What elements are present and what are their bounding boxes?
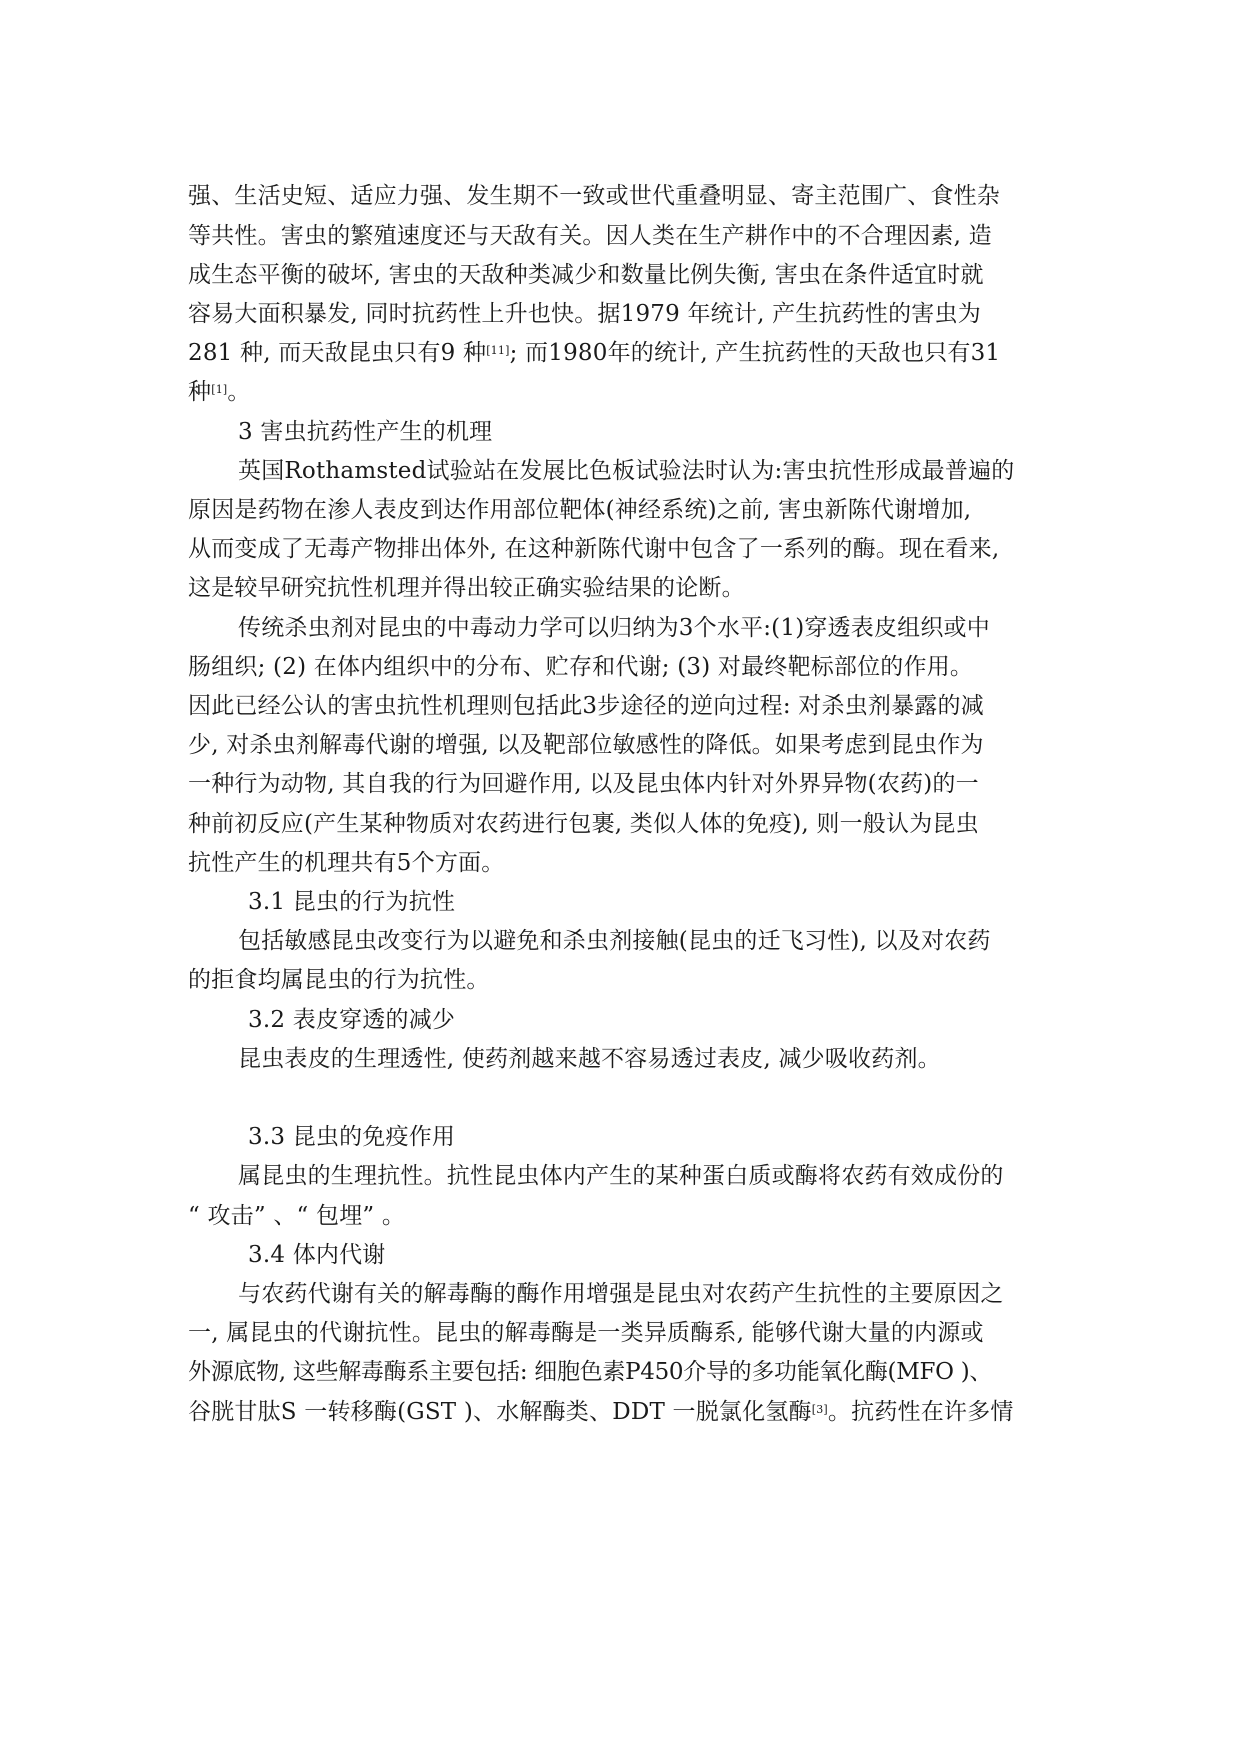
- subsection-heading: 3.4 体内代谢: [248, 1242, 386, 1268]
- paragraph-line: 成生态平衡的破坏, 害虫的天敌种类减少和数量比例失衡, 害虫在条件适宜时就: [188, 262, 984, 288]
- paragraph-line: 原因是药物在渗人表皮到达作用部位靶体(神经系统)之前, 害虫新陈代谢增加,: [188, 497, 972, 523]
- paragraph-line: 传统杀虫剂对昆虫的中毒动力学可以归纳为3个水平:(1)穿透表皮组织或中: [238, 615, 990, 641]
- section-heading: 3 害虫抗药性产生的机理: [238, 419, 493, 445]
- paragraph-line: 的拒食均属昆虫的行为抗性。: [188, 967, 490, 993]
- paragraph-line: 一种行为动物, 其自我的行为回避作用, 以及昆虫体内针对外界异物(农药)的一: [188, 771, 979, 797]
- paragraph-line: 少, 对杀虫剂解毒代谢的增强, 以及靶部位敏感性的降低。如果考虑到昆虫作为: [188, 732, 984, 758]
- paragraph-line: 英国Rothamsted试验站在发展比色板试验法时认为:害虫抗性形成最普遍的: [238, 458, 1015, 484]
- paragraph-line: [188, 1397, 1014, 1427]
- paragraph-line: “ 攻击” 、“ 包埋” 。: [188, 1203, 406, 1229]
- line-text: 281 种, 而天敌昆虫只有9 种: [188, 340, 487, 366]
- paragraph-line: 一, 属昆虫的代谢抗性。昆虫的解毒酶是一类异质酶系, 能够代谢大量的内源或: [188, 1320, 984, 1346]
- paragraph-line: 昆虫表皮的生理透性, 使药剂越来越不容易透过表皮, 减少吸收药剂。: [238, 1046, 941, 1072]
- paragraph-line: 种前初反应(产生某种物质对农药进行包裹, 类似人体的免疫), 则一般认为昆虫: [188, 811, 979, 837]
- citation-ref: [11]: [486, 344, 510, 357]
- subsection-heading: 3.1 昆虫的行为抗性: [248, 889, 456, 915]
- paragraph-line: 属昆虫的生理抗性。抗性昆虫体内产生的某种蛋白质或酶将农药有效成份的: [238, 1163, 1004, 1189]
- paragraph-line: 肠组织; (2) 在体内组织中的分布、贮存和代谢; (3) 对最终靶标部位的作用。: [188, 654, 974, 680]
- paragraph-line: 与农药代谢有关的解毒酶的酶作用增强是昆虫对农药产生抗性的主要原因之: [238, 1281, 1004, 1307]
- line-text: ; 而1980年的统计, 产生抗药性的天敌也只有31: [509, 340, 1001, 366]
- line-text: 谷胱甘肽S 一转移酶(GST )、水解酶类、DDT 一脱氯化氢酶: [188, 1399, 812, 1425]
- paragraph-line: 等共性。害虫的繁殖速度还与天敌有关。因人类在生产耕作中的不合理因素, 造: [188, 223, 992, 249]
- paragraph-line: 从而变成了无毒产物排出体外, 在这种新陈代谢中包含了一系列的酶。现在看来,: [188, 536, 1000, 562]
- paragraph-line: [188, 338, 1000, 368]
- paragraph-line: 强、生活史短、适应力强、发生期不一致或世代重叠明显、寄主范围广、食性杂: [188, 183, 1000, 209]
- line-text: 。: [227, 379, 251, 405]
- paragraph-line: 抗性产生的机理共有5个方面。: [188, 850, 505, 876]
- paragraph-line: 包括敏感昆虫改变行为以避免和杀虫剂接触(昆虫的迁飞习性), 以及对农药: [238, 928, 991, 954]
- paragraph-line: 这是较早研究抗性机理并得出较正确实验结果的论断。: [188, 575, 745, 601]
- paragraph-line: [188, 377, 251, 407]
- subsection-heading: 3.2 表皮穿透的减少: [248, 1007, 456, 1033]
- paragraph-line: 因此已经公认的害虫抗性机理则包括此3步途径的逆向过程: 对杀虫剂暴露的减: [188, 693, 984, 719]
- paragraph-line: 容易大面积暴发, 同时抗药性上升也快。据1979 年统计, 产生抗药性的害虫为: [188, 301, 981, 327]
- line-text: 。抗药性在许多情: [827, 1399, 1014, 1425]
- subsection-heading: 3.3 昆虫的免疫作用: [248, 1124, 456, 1150]
- paragraph-line: 外源底物, 这些解毒酶系主要包括: 细胞色素P450介导的多功能氧化酶(MFO )、: [188, 1359, 993, 1385]
- line-text: 种: [188, 379, 212, 405]
- citation-ref: [3]: [811, 1403, 828, 1416]
- citation-ref: [1]: [211, 383, 228, 396]
